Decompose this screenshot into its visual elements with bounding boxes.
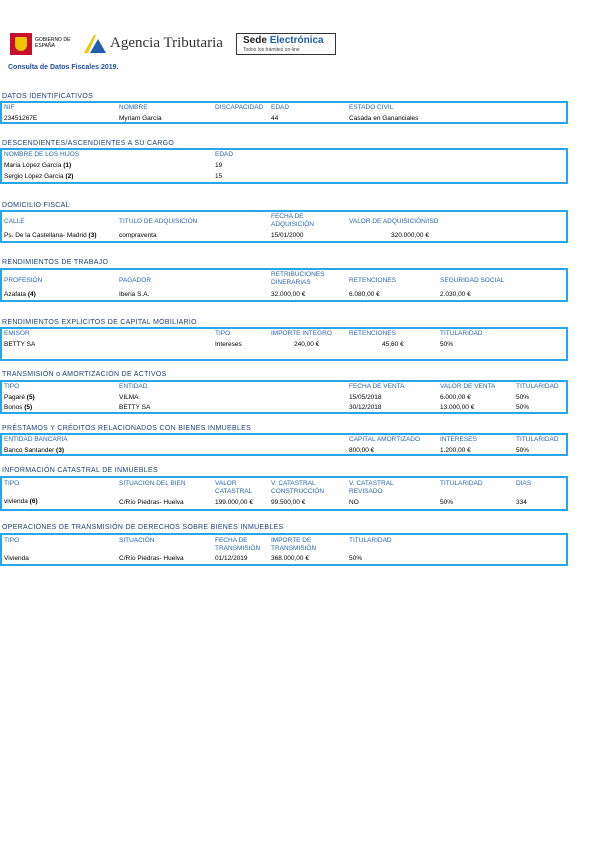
- header-fecha-venta: FECHA DE VENTA: [349, 383, 405, 390]
- cell-capital: 800,00 €: [349, 447, 375, 454]
- section-title-transmision-activos: TRANSMISIÓN o AMORTIZACIÓN DE ACTIVOS: [2, 371, 167, 378]
- catastral-table: [0, 476, 568, 511]
- header-titularidad: TITULARIDAD: [440, 480, 483, 487]
- tipo-text: vivienda: [4, 498, 28, 505]
- agencia-tributaria-logo-icon: [82, 33, 108, 55]
- header-titularidad: TITULARIDAD: [516, 383, 559, 390]
- cell-entidad: [4, 447, 64, 455]
- header-entidad: ENTIDAD: [119, 383, 148, 390]
- section-title-rendimientos-trabajo: RENDIMIENTOS DE TRABAJO: [2, 259, 109, 266]
- note-ref: (3): [56, 447, 64, 454]
- coat-of-arms-icon: [10, 33, 32, 55]
- operaciones-transmision-table: [0, 533, 568, 566]
- capital-mobiliario-table: [0, 327, 568, 361]
- sede-title-b: Electrónica: [269, 35, 324, 46]
- section-title-prestamos: PRÉSTAMOS Y CRÉDITOS RELACIONADOS CON BIENES INMUEBLES: [2, 425, 252, 432]
- header-valor-venta: VALOR DE VENTA: [440, 383, 496, 390]
- government-logo: [10, 33, 76, 55]
- header-v-catastral-revisado: V. CATASTRAL REVISADO: [349, 480, 394, 495]
- cell-entidad: BETTY SA: [119, 404, 151, 411]
- section-title-catastral: INFORMACIÓN CATASTRAL DE INMUEBLES: [2, 467, 158, 474]
- section-title-datos-identificativos: DATOS IDENTIFICATIVOS: [2, 93, 94, 100]
- child-age: 19: [215, 162, 223, 169]
- child-name: María López García: [4, 162, 62, 169]
- cell-titulo: compraventa: [119, 232, 157, 239]
- cell-calle: [4, 232, 97, 240]
- cell-revisado: NO: [349, 499, 359, 506]
- sede-electronica-badge[interactable]: [236, 33, 336, 55]
- cell-tipo: [4, 394, 35, 402]
- cell-titularidad: 50%: [516, 394, 530, 401]
- cell-emisor: BETTY SA: [4, 341, 36, 348]
- section-title-descendientes: DESCENDIENTES/ASCENDIENTES A SU CARGO: [2, 140, 175, 147]
- header-profesion: PROFESIÓN: [4, 277, 43, 284]
- datos-identificativos-table: [0, 101, 568, 124]
- table-row: [4, 173, 73, 181]
- profesion-text: Azafata: [4, 291, 27, 298]
- note-ref: (3): [88, 232, 97, 239]
- child-age: 15: [215, 173, 223, 180]
- header-entidad-bancaria: ENTIDAD BANCARIA: [4, 436, 68, 443]
- header-importe-integro: IMPORTE INTEGRO: [271, 330, 332, 337]
- descendientes-table: [0, 148, 568, 184]
- agency-name: Agencia Tributaria: [110, 35, 223, 51]
- cell-valor: 320.000,00 €: [391, 232, 429, 239]
- header-retenciones: RETENCIONES: [349, 330, 396, 337]
- cell-retribuciones: 32.000,00 €: [271, 291, 306, 298]
- header-fecha-transmision: FECHA DE TRANSMISIÓN: [215, 537, 261, 552]
- section-title-operaciones-transmision: OPERACIONES DE TRANSMISIÓN DE DERECHOS SOBRE BIENES INMUEBLES: [2, 524, 284, 531]
- header-titularidad: TITULARIDAD: [516, 436, 559, 443]
- cell-importe: 368.000,00 €: [271, 555, 309, 562]
- cell-entidad: VILMA: [119, 394, 139, 401]
- header-tipo: TIPO: [4, 383, 20, 390]
- calle-text: Ps. De la Castellana- Madrid: [4, 232, 87, 239]
- header-edad: EDAD: [271, 104, 290, 111]
- header-titulo-adquisicion: TITULO DE ADQUISICIÓN: [119, 218, 198, 225]
- cell-titularidad: 50%: [440, 341, 454, 348]
- header-nif: NIF: [4, 104, 15, 111]
- header-nombre-hijos: NOMBRE DE LOS HIJOS: [4, 151, 80, 158]
- cell-tipo: Intereses: [215, 341, 242, 348]
- sede-title-a: Sede: [243, 35, 270, 46]
- cell-pagador: Iberia S.A.: [119, 291, 150, 298]
- header-retenciones: RETENCIONES: [349, 277, 396, 284]
- section-title-domicilio-fiscal: DOMICILIO FISCAL: [2, 202, 70, 209]
- cell-nombre: Myriam García: [119, 115, 162, 122]
- header-tipo: TIPO: [4, 537, 20, 544]
- cell-seguridad-social: 2.030,00 €: [440, 291, 471, 298]
- header-retribuciones: RETRIBUCIONES DINERARIAS: [271, 271, 325, 286]
- rendimientos-trabajo-table: [0, 268, 568, 302]
- header-edad: EDAD: [215, 151, 234, 158]
- cell-titularidad: 50%: [440, 499, 454, 506]
- header-valor-adquisicion: VALOR DE ADQUISICIÓN/ISD: [349, 218, 439, 225]
- header-nombre: NOMBRE: [119, 104, 148, 111]
- header-capital-amortizado: CAPITAL AMORTIZADO: [349, 436, 421, 443]
- cell-fecha: 15/05/2018: [349, 394, 382, 401]
- prestamos-table: [0, 433, 568, 456]
- cell-importe: 240,00 €: [294, 341, 320, 348]
- header-importe-transmision: IMPORTE DE TRANSMISIÓN: [271, 537, 317, 552]
- transmision-activos-table: [0, 380, 568, 414]
- cell-profesion: [4, 291, 36, 299]
- entidad-text: Banco Santander: [4, 447, 55, 454]
- cell-retenciones: 6.080,00 €: [349, 291, 380, 298]
- header-discapacidad: DISCAPACIDAD: [215, 104, 264, 111]
- note-ref: (6): [29, 498, 38, 505]
- cell-valor: 6.000,00 €: [440, 394, 471, 401]
- cell-retenciones: 45,60 €: [382, 341, 404, 348]
- header-tipo: TIPO: [215, 330, 231, 337]
- cell-valor: 199.000,00 €: [215, 499, 253, 506]
- cell-valor: 13.000,00 €: [440, 404, 475, 411]
- section-title-capital-mobiliario: RENDIMIENTOS EXPLICITOS DE CAPITAL MOBILIARIO: [2, 319, 197, 326]
- note-ref: (4): [27, 291, 36, 298]
- header-titularidad: TITULARIDAD: [349, 537, 392, 544]
- page-title: Consulta de Datos Fiscales 2019.: [8, 64, 119, 71]
- header-dias: DIAS: [516, 480, 532, 487]
- note-ref: (2): [65, 173, 74, 180]
- cell-edad: 44: [271, 115, 279, 122]
- cell-situacion: C/Río Piedras- Huelva: [119, 499, 184, 506]
- cell-titularidad: 50%: [516, 447, 530, 454]
- note-ref: (5): [26, 394, 35, 401]
- cell-fecha: 30/12/2018: [349, 404, 382, 411]
- cell-situacion: C/Río Piedras- Huelva: [119, 555, 184, 562]
- header-valor-catastral: VALOR CATASTRAL: [215, 480, 253, 495]
- header-situacion: SITUACION DEL BIEN: [119, 480, 186, 487]
- cell-fecha: 01/12/2019: [215, 555, 248, 562]
- tipo-text: Bonos: [4, 404, 23, 411]
- cell-dias: 334: [516, 499, 527, 506]
- header-seguridad-social: SEGURIDAD SOCIAL: [440, 277, 505, 284]
- cell-construccion: 99.500,00 €: [271, 499, 306, 506]
- header-tipo: TIPO: [4, 480, 20, 487]
- cell-estado-civil: Casada en Gananciales: [349, 115, 419, 122]
- domicilio-fiscal-table: [0, 210, 568, 243]
- cell-titularidad: 50%: [516, 404, 530, 411]
- cell-tipo: Vivienda: [4, 555, 29, 562]
- child-name: Sergio López García: [4, 173, 64, 180]
- header-estado-civil: ESTADO CIVIL: [349, 104, 394, 111]
- tipo-text: Pagaré: [4, 394, 25, 401]
- header-situacion: SITUACIÓN: [119, 537, 155, 544]
- header-pagador: PAGADOR: [119, 277, 152, 284]
- note-ref: (5): [24, 404, 33, 411]
- sede-subtitle: Todos los trámites on-line: [243, 47, 300, 53]
- cell-intereses: 1.200,00 €: [440, 447, 471, 454]
- cell-fecha: 15/01/2000: [271, 232, 304, 239]
- header-fecha-adquisicion: FECHA DE ADQUISICIÓN: [271, 213, 314, 228]
- header-titularidad: TITULARIDAD: [440, 330, 483, 337]
- note-ref: (1): [63, 162, 72, 169]
- header-emisor: EMISOR: [4, 330, 30, 337]
- header-v-catastral-construccion: V. CATASTRAL CONSTRUCCIÓN: [271, 480, 325, 495]
- table-row: [4, 162, 71, 170]
- cell-titularidad: 50%: [349, 555, 363, 562]
- cell-tipo: [4, 404, 32, 412]
- cell-tipo: [4, 498, 38, 506]
- header-intereses: INTERESES: [440, 436, 477, 443]
- header-calle: CALLE: [4, 218, 25, 225]
- cell-nif: 23451267E: [4, 115, 38, 122]
- government-text: GOBIERNO DE ESPAÑA: [35, 37, 71, 49]
